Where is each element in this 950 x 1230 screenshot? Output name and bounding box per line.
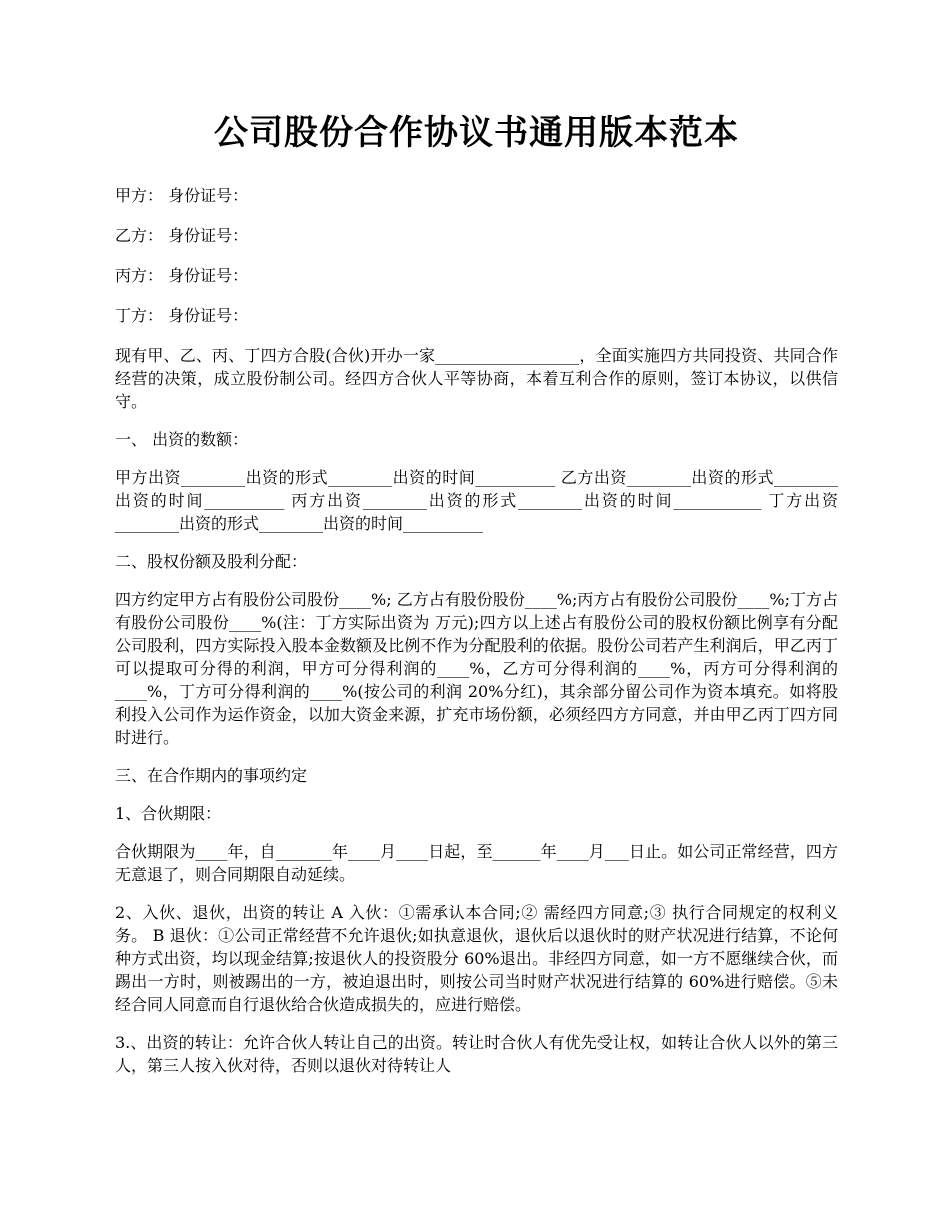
contribution-paragraph: 甲方出资________出资的形式________出资的时间__________ 乙方出资________出资的形式________出资的时间__________ 丙方出资________出资的形式________出资的时间___________ 丁方出资________出资的形式________出资的时间__________ [115, 468, 838, 533]
intro-paragraph: 现有甲、乙、丙、丁四方合股(合伙)开办一家__________________，全面实施四方共同投资、共同合作经营的决策，成立股份制公司。经四方合伙人平等协商，本着互利合作的原则，签订本协议，以供信守。 [115, 346, 838, 411]
section-1-heading: 一、 出资的数额： [115, 430, 249, 449]
parties-block [115, 184, 838, 327]
party-b-line: 乙方： 身份证号： [115, 226, 249, 245]
admission-withdrawal-paragraph: 2、入伙、退伙，出资的转让 A 入伙：①需承认本合同;② 需经四方同意;③ 执行合同规定的权利义务。 B 退伙：①公司正常经营不允许退伙;如执意退伙，退伙后以退伙时的财产状况进行结算，不论何种方式出资，均以现金结算;按退伙人的投资股分 60%退出。非经四方同意，如一方不愿继续合伙，而踢出一方时，则被踢出的一方，被迫退出时，则按公司当时财产状况进行结算的 60%进行赔偿。⑤未经合同人同意而自行退伙给合伙造成损失的，应进行赔偿。 [115, 903, 838, 1014]
equity-paragraph: 四方约定甲方占有股份公司股份____%; 乙方占有股份股份____%;丙方占有股份公司股份____%;丁方占有股份公司股份____%(注：丁方实际出资为 万元);四方以上述占有股份公司的股权份额比例享有分配公司股利，四方实际投入股本金数额及比例不作为分配股利的依据。股份公司若产生利润后，甲乙丙丁可以提取可分得的利润，甲方可分得利润的____%，乙方可分得利润的____%，丙方可分得利润的____%，丁方可分得利润的____%(按公司的利润 20%分红)，其余部分留公司作为资本填充。如将股利投入公司作为运作资金，以加大资金来源，扩充市场份额，必须经四方方同意，并由甲乙丙丁四方同时进行。 [115, 590, 838, 747]
party-d-line: 丁方： 身份证号： [115, 306, 249, 325]
document-title: 公司股份合作协议书通用版本范本 [214, 113, 739, 153]
term-paragraph: 合伙期限为____年，自_______年____月____日起，至______年____月___日止。如公司正常经营，四方无意退了，则合同期限自动延续。 [115, 842, 838, 884]
section-3-heading: 三、在合作期内的事项约定 [115, 766, 308, 785]
party-c-line: 丙方： 身份证号： [115, 266, 249, 285]
party-a-line: 甲方： 身份证号： [115, 186, 249, 205]
term-heading: 1、合伙期限： [115, 804, 222, 823]
transfer-paragraph: 3.、出资的转让：允许合伙人转让自己的出资。转让时合伙人有优先受让权，如转让合伙人以外的第三人，第三人按入伙对待，否则以退伙对待转让人 [115, 1033, 838, 1075]
section-2-heading: 二、股权份额及股利分配： [115, 552, 308, 571]
